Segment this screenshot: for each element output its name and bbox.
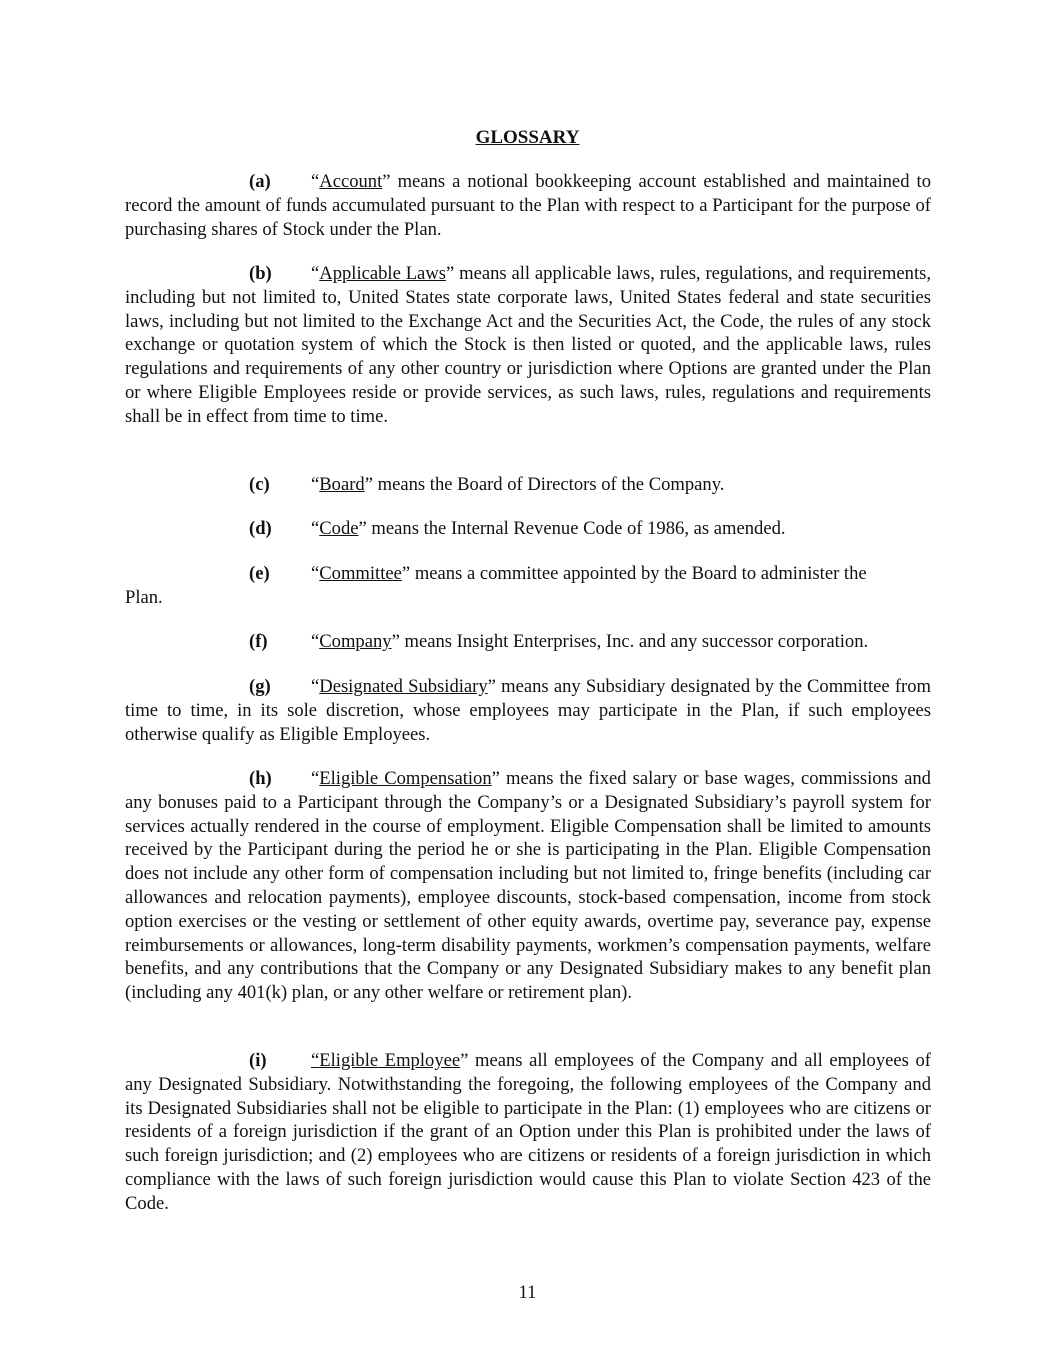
definition-a: (a) “Account” means a notional bookkeeping account established and maintained to record the amount of funds accumulated pursuant to the Plan with respect to a Participant for the purpose of purchasing shares of Stock under the Plan. (125, 171, 931, 240)
definition-text: means all applicable laws, rules, regulations, and requirements, including but not limited to, United States state corporate laws, United States federal and state securities laws, including but not limited to the Exchange Act and the Securities Act, the Code, the rules of any stock exchange or quotation system of which the Stock is then listed or quoted, and the applicable laws, rules regulations and requirements of any other country or jurisdiction where Options are granted under the Plan or where Eligible Employees reside or provide services, as such laws, rules, regulations and requirements shall be in effect from time to time. (125, 263, 931, 427)
definition-number: (g) (249, 676, 271, 697)
definition-g: (g) “Designated Subsidiary” means any Subsidiary designated by the Committee from time to time, in its sole discretion, whose employees may participate in the Plan, if such employees otherwise qualify as Eligible Employees. (125, 676, 931, 745)
definition-e: (e) “Committee” means a committee appointed by the Board to administer the (249, 563, 867, 584)
definition-f: (f) “Company” means Insight Enterprises, Inc. and any successor corporation. (249, 631, 869, 652)
definition-number: (f) (249, 631, 268, 652)
defined-term: Eligible Employee (319, 1050, 461, 1071)
defined-term: Company (319, 631, 392, 652)
definition-number: (e) (249, 563, 270, 584)
definition-text: means the Internal Revenue Code of 1986, as amended. (366, 518, 786, 539)
defined-term: Eligible Compensation (319, 768, 492, 789)
definition-text: means a committee appointed by the Board to administer the (410, 563, 867, 584)
definition-d: (d) “Code” means the Internal Revenue Code of 1986, as amended. (249, 518, 786, 539)
definition-b: (b) “Applicable Laws” means all applicable laws, rules, regulations, and requirements, including but not limited to, United States state corporate laws, United States federal and state securities laws, including but not limited to the Exchange Act and the Securities Act, the Code, the rules of any stock exchange or quotation system of which the Stock is then listed or quoted, and the applicable laws, rules regulations and requirements of any other country or jurisdiction where Options are granted under the Plan or where Eligible Employees reside or provide services, as such laws, rules, regulations and requirements shall be in effect from time to time. (125, 263, 931, 427)
definition-text: means the fixed salary or base wages, commissions and any bonuses paid to a Participant through the Company’s or a Designated Subsidiary’s payroll system for services actually rendered in the course of employment. Eligible Compensation shall be limited to amounts received by the Participant during the period he or she is participating in the Plan. Eligible Compensation does not include any other form of compensation including but not limited to, fringe benefits (including car allowances and relocation payments), employee discounts, stock-based compensation, income from stock option exercises or the vesting or settlement of other equity awards, overtime pay, severance pay, expense reimbursements or allowances, long-term disability payments, workmen’s compensation payments, welfare benefits, and any contributions that the Company or any Designated Subsidiary makes to any benefit plan (including any 401(k) plan, or any other welfare or retirement plan). (125, 768, 931, 1004)
definition-number: (c) (249, 474, 270, 495)
defined-term: Code (319, 518, 359, 539)
definition-text: means Insight Enterprises, Inc. and any successor corporation. (399, 631, 869, 652)
definition-i: (i) “Eligible Employee” means all employees of the Company and all employees of any Designated Subsidiary. Notwithstanding the foregoing, the following employees of the Company and its Designated Subsidiaries shall not be eligible to participate in the Plan: (1) employees who are citizens or residents of a foreign jurisdiction if the grant of an Option under this Plan is prohibited under the laws of such foreign jurisdiction; and (2) employees who are citizens or residents of a foreign jurisdiction in which compliance with the laws of such foreign jurisdiction would cause this Plan to violate Section 423 of the Code. (125, 1050, 931, 1214)
definition-number: (b) (249, 263, 272, 284)
defined-term: Board (319, 474, 365, 495)
definition-text: means a notional bookkeeping account established and maintained to record the amount of funds accumulated pursuant to the Plan with respect to a Participant for the purpose of purchasing shares of Stock under the Plan. (125, 171, 931, 240)
defined-term: Applicable Laws (319, 263, 446, 284)
defined-term: Committee (319, 563, 402, 584)
definition-e-continuation: Plan. (125, 587, 163, 608)
page-number: 11 (518, 1282, 537, 1303)
definition-c: (c) “Board” means the Board of Directors of the Company. (249, 474, 725, 495)
definition-number: (d) (249, 518, 272, 539)
definition-text: means the Board of Directors of the Company. (372, 474, 725, 495)
definition-text: means any Subsidiary designated by the Committee from time to time, in its sole discretion, whose employees may participate in the Plan, if such employees otherwise qualify as Eligible Employees. (125, 676, 931, 745)
page-title: GLOSSARY (475, 127, 580, 148)
definition-text: means all employees of the Company and all employees of any Designated Subsidiary. Notwithstanding the foregoing, the following employees of the Company and its Designated Subsidiaries shall not be eligible to participate in the Plan: (1) employees who are citizens or residents of a foreign jurisdiction if the grant of an Option under this Plan is prohibited under the laws of such foreign jurisdiction; and (2) employees who are citizens or residents of a foreign jurisdiction in which compliance with the laws of such foreign jurisdiction would cause this Plan to violate Section 423 of the Code. (125, 1050, 931, 1214)
definition-number: (h) (249, 768, 272, 789)
definition-h: (h) “Eligible Compensation” means the fixed salary or base wages, commissions and any bonuses paid to a Participant through the Company’s or a Designated Subsidiary’s payroll system for services actually rendered in the course of employment. Eligible Compensation shall be limited to amounts received by the Participant during the period he or she is participating in the Plan. Eligible Compensation does not include any other form of compensation including but not limited to, fringe benefits (including car allowances and relocation payments), employee discounts, stock-based compensation, income from stock option exercises or the vesting or settlement of other equity awards, overtime pay, severance pay, expense reimbursements or allowances, long-term disability payments, workmen’s compensation payments, welfare benefits, and any contributions that the Company or any Designated Subsidiary makes to any benefit plan (including any 401(k) plan, or any other welfare or retirement plan). (125, 768, 931, 1004)
definition-number: (a) (249, 171, 271, 192)
defined-term: Designated Subsidiary (319, 676, 488, 697)
definition-number: (i) (249, 1050, 267, 1071)
defined-term: Account (319, 171, 383, 192)
